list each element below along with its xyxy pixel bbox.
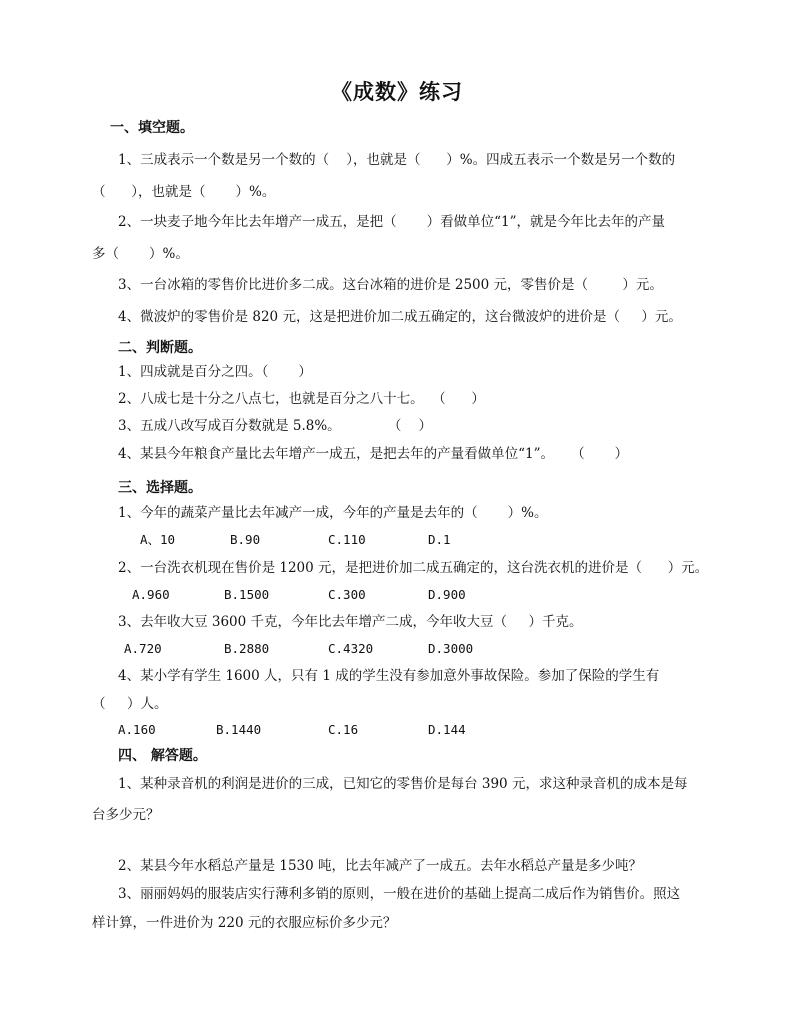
choice-option: D.1 <box>428 532 451 547</box>
question-text: 多（ ）%。 <box>92 246 189 262</box>
question-text: 3、丽丽妈妈的服装店实行薄利多销的原则，一般在进价的基础上提高二成后作为销售价。照这 <box>118 886 681 902</box>
question-text: 3、五成八改写成百分数就是 5.8%。 （ ） <box>118 418 433 434</box>
section-heading-multiple-choice: 三、选择题。 <box>118 480 202 496</box>
section-heading-solve: 四、 解答题。 <box>118 748 207 764</box>
question-text: 2、一块麦子地今年比去年增产一成五，是把（ ）看做单位“1”，就是今年比去年的产量 <box>118 214 666 230</box>
choice-option: A.960 <box>132 587 170 602</box>
choice-option: D.900 <box>428 587 466 602</box>
question-text: 1、今年的蔬菜产量比去年减产一成，今年的产量是去年的（ ）%。 <box>118 505 548 521</box>
choice-option: A.720 <box>124 641 162 656</box>
page-title: 《成数》练习 <box>331 79 463 104</box>
choice-option: C.300 <box>328 587 366 602</box>
choice-option: B.90 <box>230 532 261 547</box>
choice-option: A.160 <box>118 722 156 737</box>
question-text: 4、某小学有学生 1600 人，只有 1 成的学生没有参加意外事故保险。参加了保险的学生有 <box>118 668 660 684</box>
question-text: 1、三成表示一个数是另一个数的（ ），也就是（ ）%。四成五表示一个数是另一个数的 <box>118 152 676 168</box>
question-text: 样计算，一件进价为 220 元的衣服应标价多少元？ <box>92 915 397 931</box>
question-text: 2、某县今年水稻总产量是 1530 吨，比去年减产了一成五。去年水稻总产量是多少吨？ <box>118 858 643 874</box>
choice-option: C.110 <box>328 532 366 547</box>
choice-option: C.16 <box>328 722 359 737</box>
question-text: 2、一台洗衣机现在售价是 1200 元，是把进价加二成五确定的，这台洗衣机的进价是（ ）元。 <box>118 560 709 576</box>
question-text: 1、某种录音机的利润是进价的三成，已知它的零售价是每台 390 元，求这种录音机的成本是每 <box>118 776 688 792</box>
section-heading-true-false: 二、判断题。 <box>118 340 202 356</box>
choice-option: C.4320 <box>328 641 374 656</box>
choice-option: B.1500 <box>224 587 270 602</box>
question-text: 3、一台冰箱的零售价比进价多二成。这台冰箱的进价是 2500 元，零售价是（ ）元。 <box>118 277 663 293</box>
section-heading-fill-in: 一、填空题。 <box>110 120 194 136</box>
question-text: 3、去年收大豆 3600 千克，今年比去年增产二成，今年收大豆（ ）千克。 <box>118 614 583 630</box>
question-text: 台多少元？ <box>92 807 160 823</box>
question-text: 4、微波炉的零售价是 820 元，这是把进价加二成五确定的，这台微波炉的进价是（ ）元。 <box>118 309 682 325</box>
question-text: 1、四成就是百分之四。（ ） <box>118 364 312 380</box>
question-text: （ ），也就是（ ）%。 <box>92 184 276 200</box>
question-text: 4、某县今年粮食产量比去年增产一成五，是把去年的产量看做单位“1”。 （ ） <box>118 446 629 462</box>
choice-option: A、10 <box>140 532 176 547</box>
question-text: （ ）人。 <box>92 696 168 712</box>
choice-option: D.3000 <box>428 641 474 656</box>
question-text: 2、八成七是十分之八点七，也就是百分之八十七。 （ ） <box>118 391 485 407</box>
choice-option: B.2880 <box>224 641 270 656</box>
choice-option: B.1440 <box>216 722 262 737</box>
choice-option: D.144 <box>428 722 466 737</box>
